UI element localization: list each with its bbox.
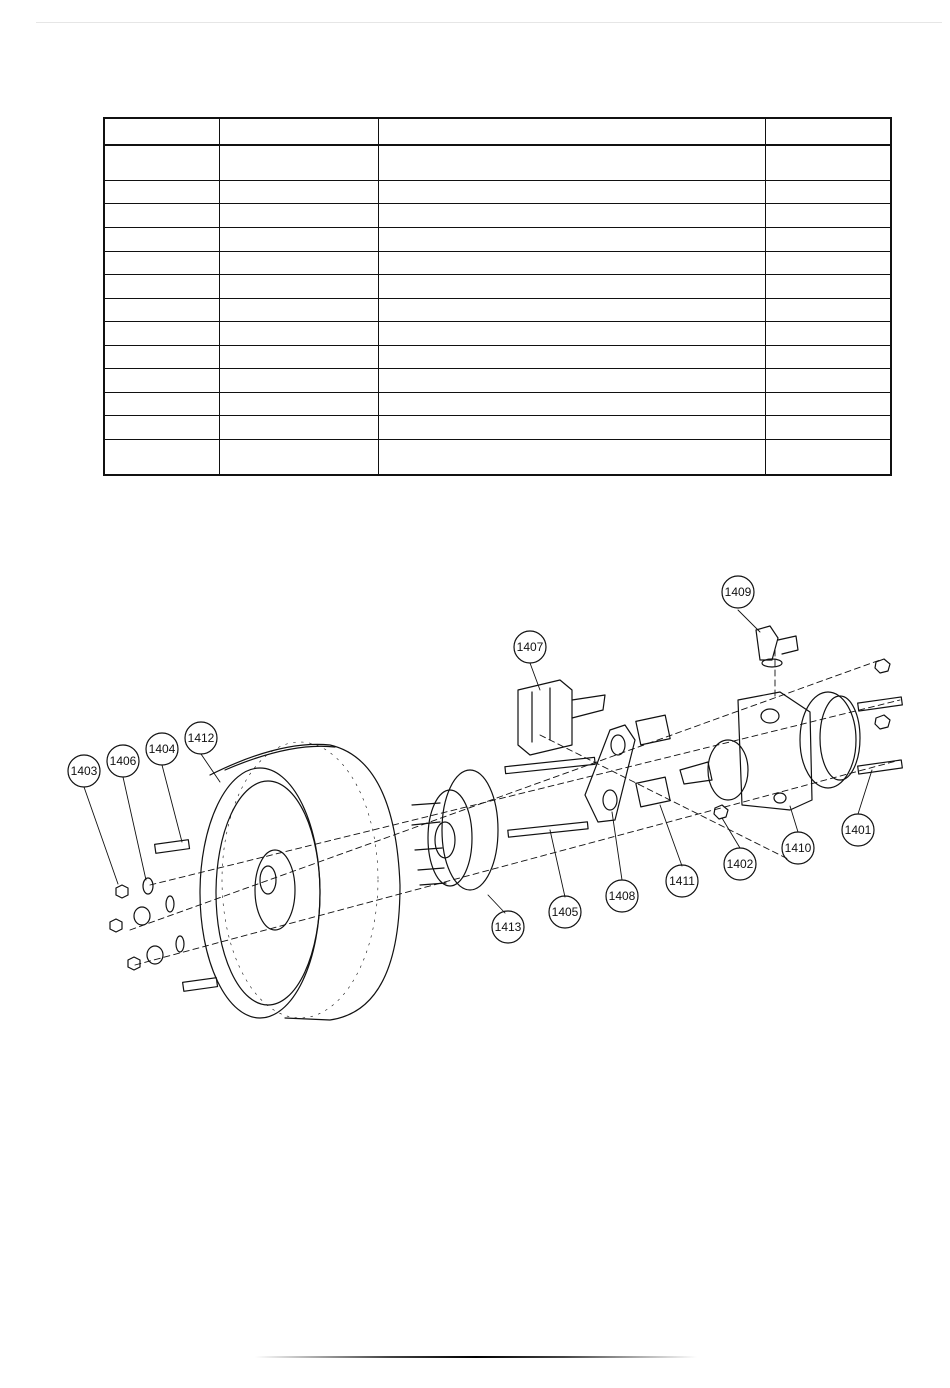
table-row (104, 275, 891, 299)
table-row (104, 180, 891, 204)
table-cell (219, 298, 378, 322)
table-cell (219, 145, 378, 180)
table-cell (765, 440, 891, 475)
header-cell (765, 118, 891, 145)
table-cell (378, 322, 765, 346)
table-cell (765, 345, 891, 369)
callout-label: 1404 (148, 742, 176, 756)
explode-axis-lines (130, 650, 900, 965)
table-cell (219, 251, 378, 275)
callout-1401 (842, 814, 874, 846)
table-row (104, 227, 891, 251)
table-row (104, 369, 891, 393)
callout-label: 1413 (494, 920, 522, 934)
table-row (104, 416, 891, 440)
table-cell (765, 275, 891, 299)
table-row (104, 440, 891, 475)
table-row (104, 204, 891, 228)
callout-label: 1407 (516, 640, 544, 654)
callout-1408 (606, 880, 638, 912)
callout-1407 (514, 631, 546, 663)
table-cell (219, 392, 378, 416)
callout-label: 1408 (608, 889, 636, 903)
table-cell (765, 204, 891, 228)
table-cell (219, 440, 378, 475)
table-row (104, 298, 891, 322)
mounting-bracket (585, 725, 635, 822)
table-cell (104, 440, 219, 475)
callout-label: 1406 (109, 754, 137, 768)
table-row (104, 322, 891, 346)
exploded-assembly-diagram (0, 560, 950, 1060)
callout-label: 1411 (669, 874, 695, 888)
table-row (104, 345, 891, 369)
table-cell (378, 180, 765, 204)
callout-label: 1412 (187, 731, 215, 745)
table-cell (765, 251, 891, 275)
table-cell (219, 322, 378, 346)
table-cell (104, 322, 219, 346)
callout-label: 1401 (844, 823, 872, 837)
table-row (104, 145, 891, 180)
table-cell (378, 345, 765, 369)
mounting-bolts (505, 757, 595, 837)
table-cell (219, 345, 378, 369)
table-cell (378, 392, 765, 416)
callout-1413 (492, 911, 524, 943)
elbow-fitting (756, 626, 798, 667)
callout-1410 (782, 832, 814, 864)
table-cell (378, 251, 765, 275)
table-cell (765, 227, 891, 251)
callout-label: 1402 (726, 857, 754, 871)
table-cell (765, 298, 891, 322)
callout-1409 (722, 576, 754, 608)
callout-1402 (724, 848, 756, 880)
table-cell (378, 416, 765, 440)
table-cell (219, 369, 378, 393)
table-cell (765, 416, 891, 440)
table-cell (765, 180, 891, 204)
lug-studs (155, 840, 218, 992)
table-cell (104, 275, 219, 299)
table-cell (378, 275, 765, 299)
table-cell (378, 145, 765, 180)
table-cell (219, 416, 378, 440)
spacers (636, 715, 670, 807)
callout-1405 (549, 896, 581, 928)
table-cell (104, 227, 219, 251)
table-cell (104, 180, 219, 204)
table-cell (104, 145, 219, 180)
table-cell (378, 227, 765, 251)
table-cell (378, 298, 765, 322)
table-cell (219, 204, 378, 228)
table-cell (104, 204, 219, 228)
table-cell (104, 251, 219, 275)
table-cell (104, 345, 219, 369)
wheel-tire (200, 742, 400, 1020)
table-cell (104, 392, 219, 416)
table-cell (765, 369, 891, 393)
header-cell (378, 118, 765, 145)
table-cell (219, 227, 378, 251)
table-row (104, 392, 891, 416)
table-cell (765, 322, 891, 346)
callout-1406 (107, 745, 139, 777)
table-cell (104, 416, 219, 440)
wheel-hub (412, 770, 498, 890)
top-rule (36, 22, 942, 23)
table-cell (765, 145, 891, 180)
header-cell (104, 118, 219, 145)
table-cell (378, 369, 765, 393)
table-cell (765, 392, 891, 416)
bottom-rule (255, 1356, 697, 1358)
lug-nuts-washers (110, 878, 184, 970)
valve-block (518, 680, 605, 755)
callout-1412 (185, 722, 217, 754)
callout-label: 1405 (551, 905, 579, 919)
hydraulic-motor (680, 692, 860, 810)
table-cell (104, 369, 219, 393)
leader-lines (84, 610, 872, 913)
parts-table (103, 117, 892, 476)
callout-1404 (146, 733, 178, 765)
table-cell (219, 275, 378, 299)
callout-label: 1409 (724, 585, 752, 599)
callout-label: 1403 (70, 764, 98, 778)
callout-1411 (666, 865, 698, 897)
table-cell (104, 298, 219, 322)
header-cell (219, 118, 378, 145)
table-header-row (104, 118, 891, 145)
table-cell (219, 180, 378, 204)
table-cell (378, 204, 765, 228)
callout-label: 1410 (784, 841, 812, 855)
table-row (104, 251, 891, 275)
callout-1403 (68, 755, 100, 787)
table-cell (378, 440, 765, 475)
